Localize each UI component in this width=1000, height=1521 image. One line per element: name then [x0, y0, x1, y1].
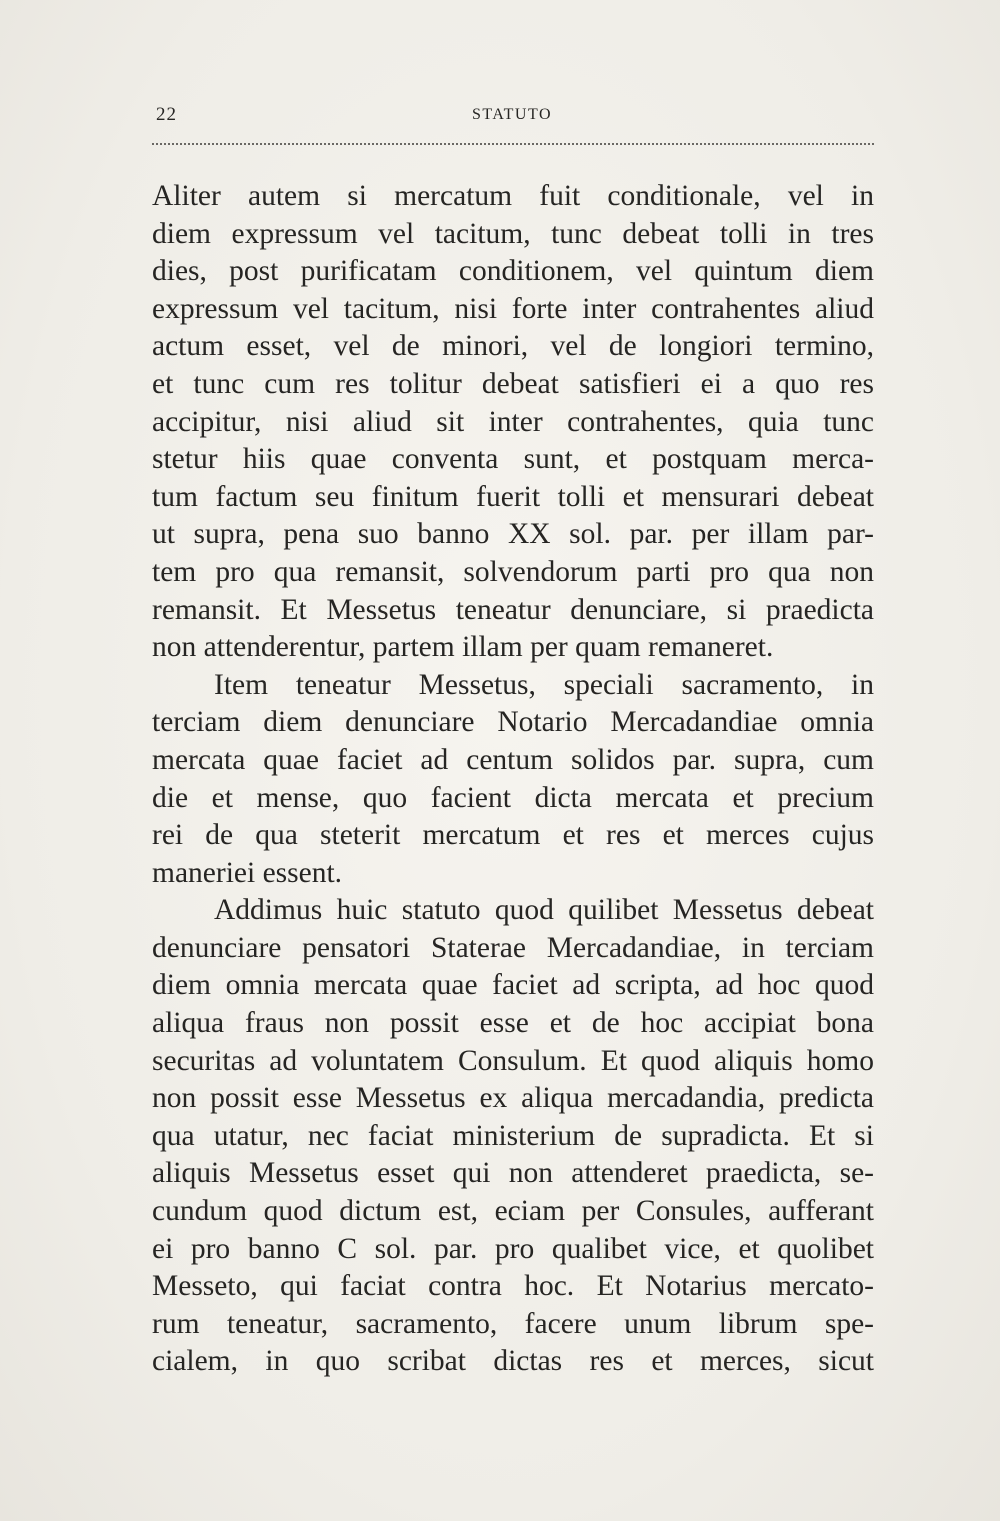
text-line: remansit. Et Messetus teneatur denunciare, si praedicta	[152, 593, 874, 626]
text-line: cialem, in quo scribat dictas res et merces, sicut	[152, 1345, 874, 1378]
text-line: ei pro banno C sol. par. pro qualibet vice, et quolibet	[152, 1232, 874, 1265]
text-line: Messeto, qui faciat contra hoc. Et Notarius mercato-	[152, 1270, 874, 1303]
text-line: qua utatur, nec faciat ministerium de supradicta. Et si	[152, 1119, 874, 1152]
text-line: ut supra, pena suo banno XX sol. par. per illam par-	[152, 518, 874, 551]
text-line: rei de qua steterit mercatum et res et merces cujus	[152, 819, 874, 852]
dotted-header-rule	[152, 143, 874, 145]
text-line: accipitur, nisi aliud sit inter contrahentes, quia tunc	[152, 405, 874, 438]
text-line: diem expressum vel tacitum, tunc debeat tolli in tres	[152, 217, 874, 250]
text-line: actum esset, vel de minori, vel de longiori termino,	[152, 330, 874, 363]
text-line: tem pro qua remansit, solvendorum parti pro qua non	[152, 555, 874, 588]
text-line: die et mense, quo facient dicta mercata et precium	[152, 781, 874, 814]
body-text	[152, 178, 874, 1381]
paragraph-start-line: Item teneatur Messetus, speciali sacramento, in	[214, 668, 874, 701]
text-line: terciam diem denunciare Notario Mercadandiae omnia	[152, 706, 874, 739]
paragraph-end-line: maneriei essent.	[152, 856, 343, 889]
text-line: rum teneatur, sacramento, facere unum librum spe-	[152, 1307, 874, 1340]
text-line: securitas ad voluntatem Consulum. Et quod aliquis homo	[152, 1044, 874, 1077]
paragraph-start-line: Addimus huic statuto quod quilibet Messetus debeat	[214, 894, 874, 927]
text-line: dies, post purificatam conditionem, vel quintum diem	[152, 255, 874, 288]
text-line: et tunc cum res tolitur debeat satisfieri ei a quo res	[152, 367, 874, 400]
text-line: aliquis Messetus esset qui non attenderet praedicta, se-	[152, 1157, 874, 1190]
text-line: aliqua fraus non possit esse et de hoc accipiat bona	[152, 1007, 874, 1040]
text-line: Aliter autem si mercatum fuit conditionale, vel in	[152, 180, 874, 212]
text-line: expressum vel tacitum, nisi forte inter contrahentes aliud	[152, 292, 874, 325]
text-line: non possit esse Messetus ex aliqua mercadandia, predicta	[152, 1082, 874, 1115]
paragraph-end-line: non attenderentur, partem illam per quam remaneret.	[152, 631, 774, 664]
running-head	[152, 104, 872, 134]
text-line: mercata quae faciet ad centum solidos par. supra, cum	[152, 743, 874, 776]
text-line: stetur hiis quae conventa sunt, et postquam merca-	[152, 443, 874, 476]
text-line: tum factum seu finitum fuerit tolli et mensurari debeat	[152, 480, 874, 513]
running-title: STATUTO	[471, 106, 553, 123]
text-line: cundum quod dictum est, eciam per Consules, aufferant	[152, 1195, 874, 1228]
text-line: denunciare pensatori Staterae Mercadandiae, in terciam	[152, 931, 874, 964]
page-number: 22	[156, 104, 177, 125]
text-line: diem omnia mercata quae faciet ad scripta, ad hoc quod	[152, 969, 874, 1002]
